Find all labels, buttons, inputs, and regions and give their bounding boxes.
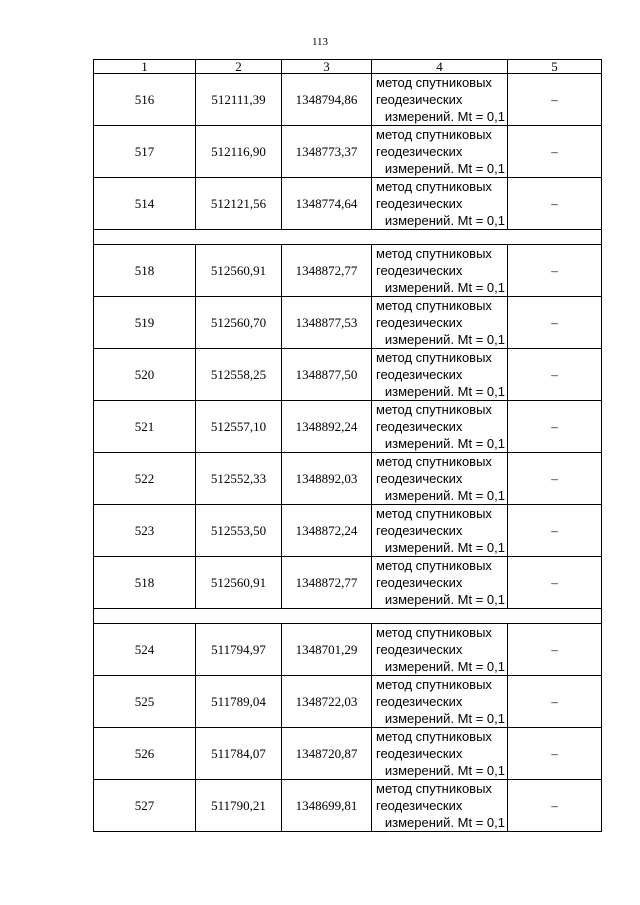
table-body [94,74,602,832]
method-text-line: метод спутниковых [376,350,492,365]
separator-cell [94,230,602,245]
x-coordinate-cell: 511794,97 [196,624,282,676]
y-coordinate-cell: 1348877,50 [282,349,372,401]
method-text-line: геодезических [376,144,463,159]
method-text-line: измерений. Mt = 0,1 [384,815,505,830]
method-text-line: измерений. Mt = 0,1 [384,540,505,555]
method-text-line: метод спутниковых [376,677,492,692]
method-text-line: измерений. Mt = 0,1 [384,213,505,228]
point-id-cell: 524 [94,624,196,676]
method-cell [372,728,508,780]
table-row [94,505,602,557]
point-id-cell: 523 [94,505,196,557]
method-text-line: метод спутниковых [376,75,492,90]
y-coordinate-cell: 1348872,77 [282,557,372,609]
x-coordinate-cell: 512557,10 [196,401,282,453]
note-cell: – [508,453,602,505]
note-cell: – [508,780,602,832]
method-text-line: измерений. Mt = 0,1 [384,280,505,295]
note-cell: – [508,401,602,453]
method-text-line: измерений. Mt = 0,1 [384,384,505,399]
note-cell: – [508,126,602,178]
table-row [94,624,602,676]
method-cell [372,126,508,178]
method-text-line: метод спутниковых [376,454,492,469]
method-text-line: измерений. Mt = 0,1 [384,332,505,347]
note-cell: – [508,74,602,126]
method-text-line: метод спутниковых [376,506,492,521]
table-row [94,728,602,780]
method-cell [372,505,508,557]
y-coordinate-cell: 1348773,37 [282,126,372,178]
method-text-line: измерений. Mt = 0,1 [384,436,505,451]
method-text-line: метод спутниковых [376,402,492,417]
column-header: 1 [94,60,196,74]
table-row [94,126,602,178]
header-row [94,60,602,74]
point-id-cell: 525 [94,676,196,728]
method-text-line: геодезических [376,575,463,590]
x-coordinate-cell: 512553,50 [196,505,282,557]
method-text-line: метод спутниковых [376,246,492,261]
note-cell: – [508,676,602,728]
y-coordinate-cell: 1348892,03 [282,453,372,505]
x-coordinate-cell: 512560,91 [196,557,282,609]
method-text-line: измерений. Mt = 0,1 [384,763,505,778]
point-id-cell: 520 [94,349,196,401]
y-coordinate-cell: 1348872,77 [282,245,372,297]
point-id-cell: 519 [94,297,196,349]
method-text-line: измерений. Mt = 0,1 [384,592,505,607]
method-text-line: геодезических [376,263,463,278]
method-text-line: метод спутниковых [376,729,492,744]
method-text-line: измерений. Mt = 0,1 [384,488,505,503]
column-header: 4 [372,60,508,74]
method-text-line: метод спутниковых [376,179,492,194]
table-row [94,453,602,505]
method-cell [372,780,508,832]
method-text-line: геодезических [376,642,463,657]
x-coordinate-cell: 511790,21 [196,780,282,832]
table-row [94,74,602,126]
note-cell: – [508,349,602,401]
method-text-line: геодезических [376,471,463,486]
point-id-cell: 514 [94,178,196,230]
y-coordinate-cell: 1348872,24 [282,505,372,557]
column-header: 2 [196,60,282,74]
table-row [94,676,602,728]
method-text-line: метод спутниковых [376,781,492,796]
note-cell: – [508,245,602,297]
y-coordinate-cell: 1348774,64 [282,178,372,230]
table-row [94,349,602,401]
method-text-line: метод спутниковых [376,558,492,573]
method-cell [372,297,508,349]
x-coordinate-cell: 511789,04 [196,676,282,728]
x-coordinate-cell: 512558,25 [196,349,282,401]
point-id-cell: 518 [94,245,196,297]
note-cell: – [508,624,602,676]
method-text-line: измерений. Mt = 0,1 [384,109,505,124]
method-text-line: геодезических [376,196,463,211]
method-text-line: геодезических [376,315,463,330]
method-text-line: измерений. Mt = 0,1 [384,161,505,176]
note-cell: – [508,297,602,349]
y-coordinate-cell: 1348699,81 [282,780,372,832]
method-text-line: измерений. Mt = 0,1 [384,711,505,726]
y-coordinate-cell: 1348877,53 [282,297,372,349]
y-coordinate-cell: 1348794,86 [282,74,372,126]
method-text-line: геодезических [376,367,463,382]
method-text-line: метод спутниковых [376,298,492,313]
coordinates-table [93,59,602,832]
method-cell [372,178,508,230]
method-text-line: геодезических [376,92,463,107]
method-cell [372,74,508,126]
point-id-cell: 527 [94,780,196,832]
method-text-line: геодезических [376,694,463,709]
point-id-cell: 517 [94,126,196,178]
table-row [94,178,602,230]
note-cell: – [508,557,602,609]
point-id-cell: 518 [94,557,196,609]
method-text-line: геодезических [376,419,463,434]
note-cell: – [508,505,602,557]
x-coordinate-cell: 512552,33 [196,453,282,505]
table-row [94,297,602,349]
method-text-line: геодезических [376,798,463,813]
method-text-line: геодезических [376,523,463,538]
method-text-line: метод спутниковых [376,127,492,142]
method-cell [372,245,508,297]
method-cell [372,401,508,453]
y-coordinate-cell: 1348720,87 [282,728,372,780]
x-coordinate-cell: 512560,91 [196,245,282,297]
x-coordinate-cell: 512111,39 [196,74,282,126]
table-row [94,780,602,832]
column-header: 3 [282,60,372,74]
point-id-cell: 521 [94,401,196,453]
column-header: 5 [508,60,602,74]
group-separator [94,609,602,624]
point-id-cell: 526 [94,728,196,780]
method-cell [372,349,508,401]
x-coordinate-cell: 512121,56 [196,178,282,230]
method-cell [372,624,508,676]
method-cell [372,676,508,728]
point-id-cell: 516 [94,74,196,126]
x-coordinate-cell: 512560,70 [196,297,282,349]
point-id-cell: 522 [94,453,196,505]
x-coordinate-cell: 512116,90 [196,126,282,178]
method-text-line: геодезических [376,746,463,761]
note-cell: – [508,728,602,780]
table-row [94,401,602,453]
x-coordinate-cell: 511784,07 [196,728,282,780]
method-cell [372,453,508,505]
y-coordinate-cell: 1348892,24 [282,401,372,453]
y-coordinate-cell: 1348722,03 [282,676,372,728]
method-text-line: измерений. Mt = 0,1 [384,659,505,674]
method-cell [372,557,508,609]
table-row [94,245,602,297]
method-text-line: метод спутниковых [376,625,492,640]
separator-cell [94,609,602,624]
y-coordinate-cell: 1348701,29 [282,624,372,676]
group-separator [94,230,602,245]
page-number: 113 [311,36,329,48]
table-row [94,557,602,609]
note-cell: – [508,178,602,230]
